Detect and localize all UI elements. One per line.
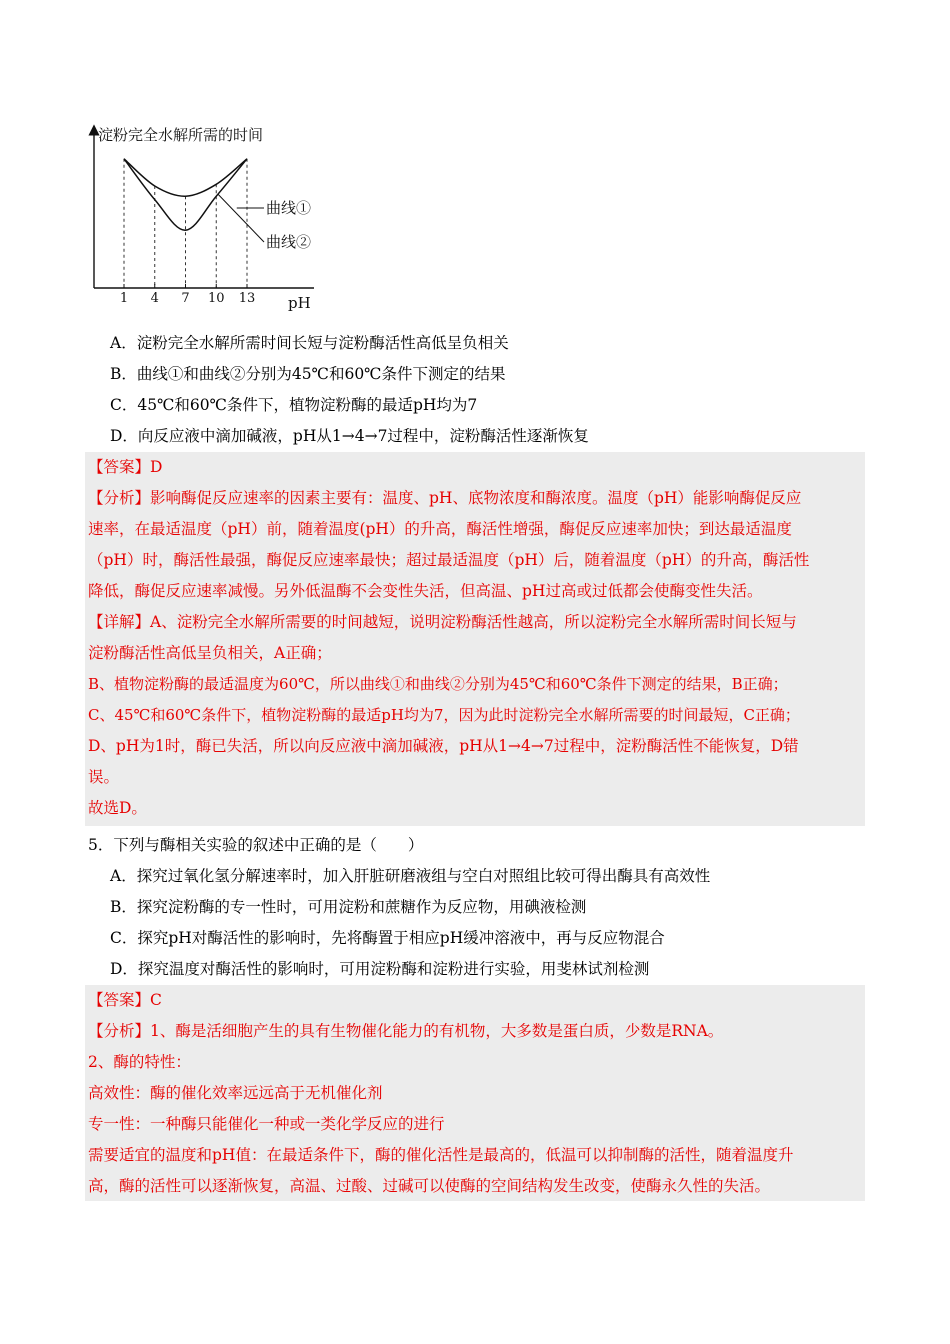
q4-analysis-line: 【分析】影响酶促反应速率的因素主要有：温度、pH、底物浓度和酶浓度。温度（pH）能影响酶促反应 bbox=[88, 489, 802, 507]
q5-option-c: C．探究pH对酶活性的影响时，先将酶置于相应pH缓冲溶液中，再与反应物混合 bbox=[110, 929, 665, 947]
x-tick-label: 13 bbox=[238, 291, 256, 306]
guide-lines bbox=[124, 159, 247, 288]
x-tick-label: 7 bbox=[181, 291, 190, 306]
q4-option-a: A．淀粉完全水解所需时间长短与淀粉酶活性高低呈负相关 bbox=[110, 334, 509, 352]
q4-analysis-line: 速率，在最适温度（pH）前，随着温度(pH）的升高，酶活性增强，酶促反应速率加快；到达最适温度 bbox=[88, 520, 792, 538]
q5-option-b: B．探究淀粉酶的专一性时，可用淀粉和蔗糖作为反应物，用碘液检测 bbox=[110, 898, 587, 916]
series-line bbox=[124, 159, 247, 196]
q5-analysis-line: 高效性：酶的催化效率远远高于无机催化剂 bbox=[88, 1084, 383, 1102]
q5-analysis-line: 2、酶的特性： bbox=[88, 1053, 191, 1071]
q4-option-c: C．45℃和60℃条件下，植物淀粉酶的最适pH均为7 bbox=[110, 396, 478, 414]
q4-detail-line: 误。 bbox=[88, 768, 120, 786]
q4-analysis-line: 降低，酶促反应速率减慢。另外低温酶不会变性失活，但高温、pH过高或过低都会使酶变性失活。 bbox=[88, 582, 763, 600]
q5-answer: 【答案】C bbox=[88, 991, 162, 1009]
series-group bbox=[124, 159, 247, 230]
series-leader-line bbox=[218, 195, 264, 243]
q4-conclusion: 故选D。 bbox=[88, 799, 147, 817]
ph-time-chart bbox=[84, 118, 334, 318]
x-tick-label: 4 bbox=[150, 291, 159, 306]
x-tick-label: 10 bbox=[207, 291, 225, 306]
q5-option-d: D．探究温度对酶活性的影响时，可用淀粉酶和淀粉进行实验，用斐林试剂检测 bbox=[110, 960, 650, 978]
q4-detail-line: D、pH为1时，酶已失活，所以向反应液中滴加碱液，pH从1→4→7过程中，淀粉酶活性不能恢复，D错 bbox=[88, 737, 799, 755]
q5-stem: 5．下列与酶相关实验的叙述中正确的是（ ） bbox=[88, 836, 424, 854]
series-labels bbox=[218, 195, 311, 252]
q4-detail-line: C、45℃和60℃条件下，植物淀粉酶的最适pH均为7，因为此时淀粉完全水解所需要的时间最短，C正确； bbox=[88, 706, 800, 724]
q5-option-a: A．探究过氧化氢分解速率时，加入肝脏研磨液组与空白对照组比较可得出酶具有高效性 bbox=[110, 867, 711, 885]
q4-detail-line: 【详解】A、淀粉完全水解所需要的时间越短，说明淀粉酶活性越高，所以淀粉完全水解所需时间长短与 bbox=[88, 613, 797, 631]
series-label: 曲线② bbox=[266, 233, 312, 251]
q4-option-b: B．曲线①和曲线②分别为45℃和60℃条件下测定的结果 bbox=[110, 365, 506, 383]
x-tick-label: 1 bbox=[119, 291, 129, 306]
q5-analysis-line: 专一性：一种酶只能催化一种或一类化学反应的进行 bbox=[88, 1115, 445, 1133]
y-axis-label: 淀粉完全水解所需的时间 bbox=[98, 126, 264, 144]
q4-analysis-line: （pH）时，酶活性最强，酶促反应速率最快；超过最适温度（pH）后，随着温度（pH）的升高，酶活性 bbox=[88, 551, 810, 569]
q5-analysis-line: 【分析】1、酶是活细胞产生的具有生物催化能力的有机物，大多数是蛋白质，少数是RNA。 bbox=[88, 1022, 724, 1040]
series-line bbox=[124, 159, 247, 230]
q4-detail-line: B、植物淀粉酶的最适温度为60℃，所以曲线①和曲线②分别为45℃和60℃条件下测定的结果，B正确； bbox=[88, 675, 788, 693]
x-axis-label: pH bbox=[288, 294, 311, 312]
q4-answer: 【答案】D bbox=[88, 458, 163, 476]
q5-analysis-line: 高，酶的活性可以逐渐恢复，高温、过酸、过碱可以使酶的空间结构发生改变，使酶永久性的失活。 bbox=[88, 1177, 771, 1195]
x-tick-labels bbox=[120, 284, 255, 306]
q4-detail-line: 淀粉酶活性高低呈负相关，A正确； bbox=[88, 644, 332, 662]
q5-analysis-line: 需要适宜的温度和pH值：在最适条件下，酶的催化活性是最高的，低温可以抑制酶的活性，随着温度升 bbox=[88, 1146, 794, 1164]
q4-option-d: D．向反应液中滴加碱液，pH从1→4→7过程中，淀粉酶活性逐渐恢复 bbox=[110, 427, 589, 445]
series-label: 曲线① bbox=[266, 199, 312, 217]
